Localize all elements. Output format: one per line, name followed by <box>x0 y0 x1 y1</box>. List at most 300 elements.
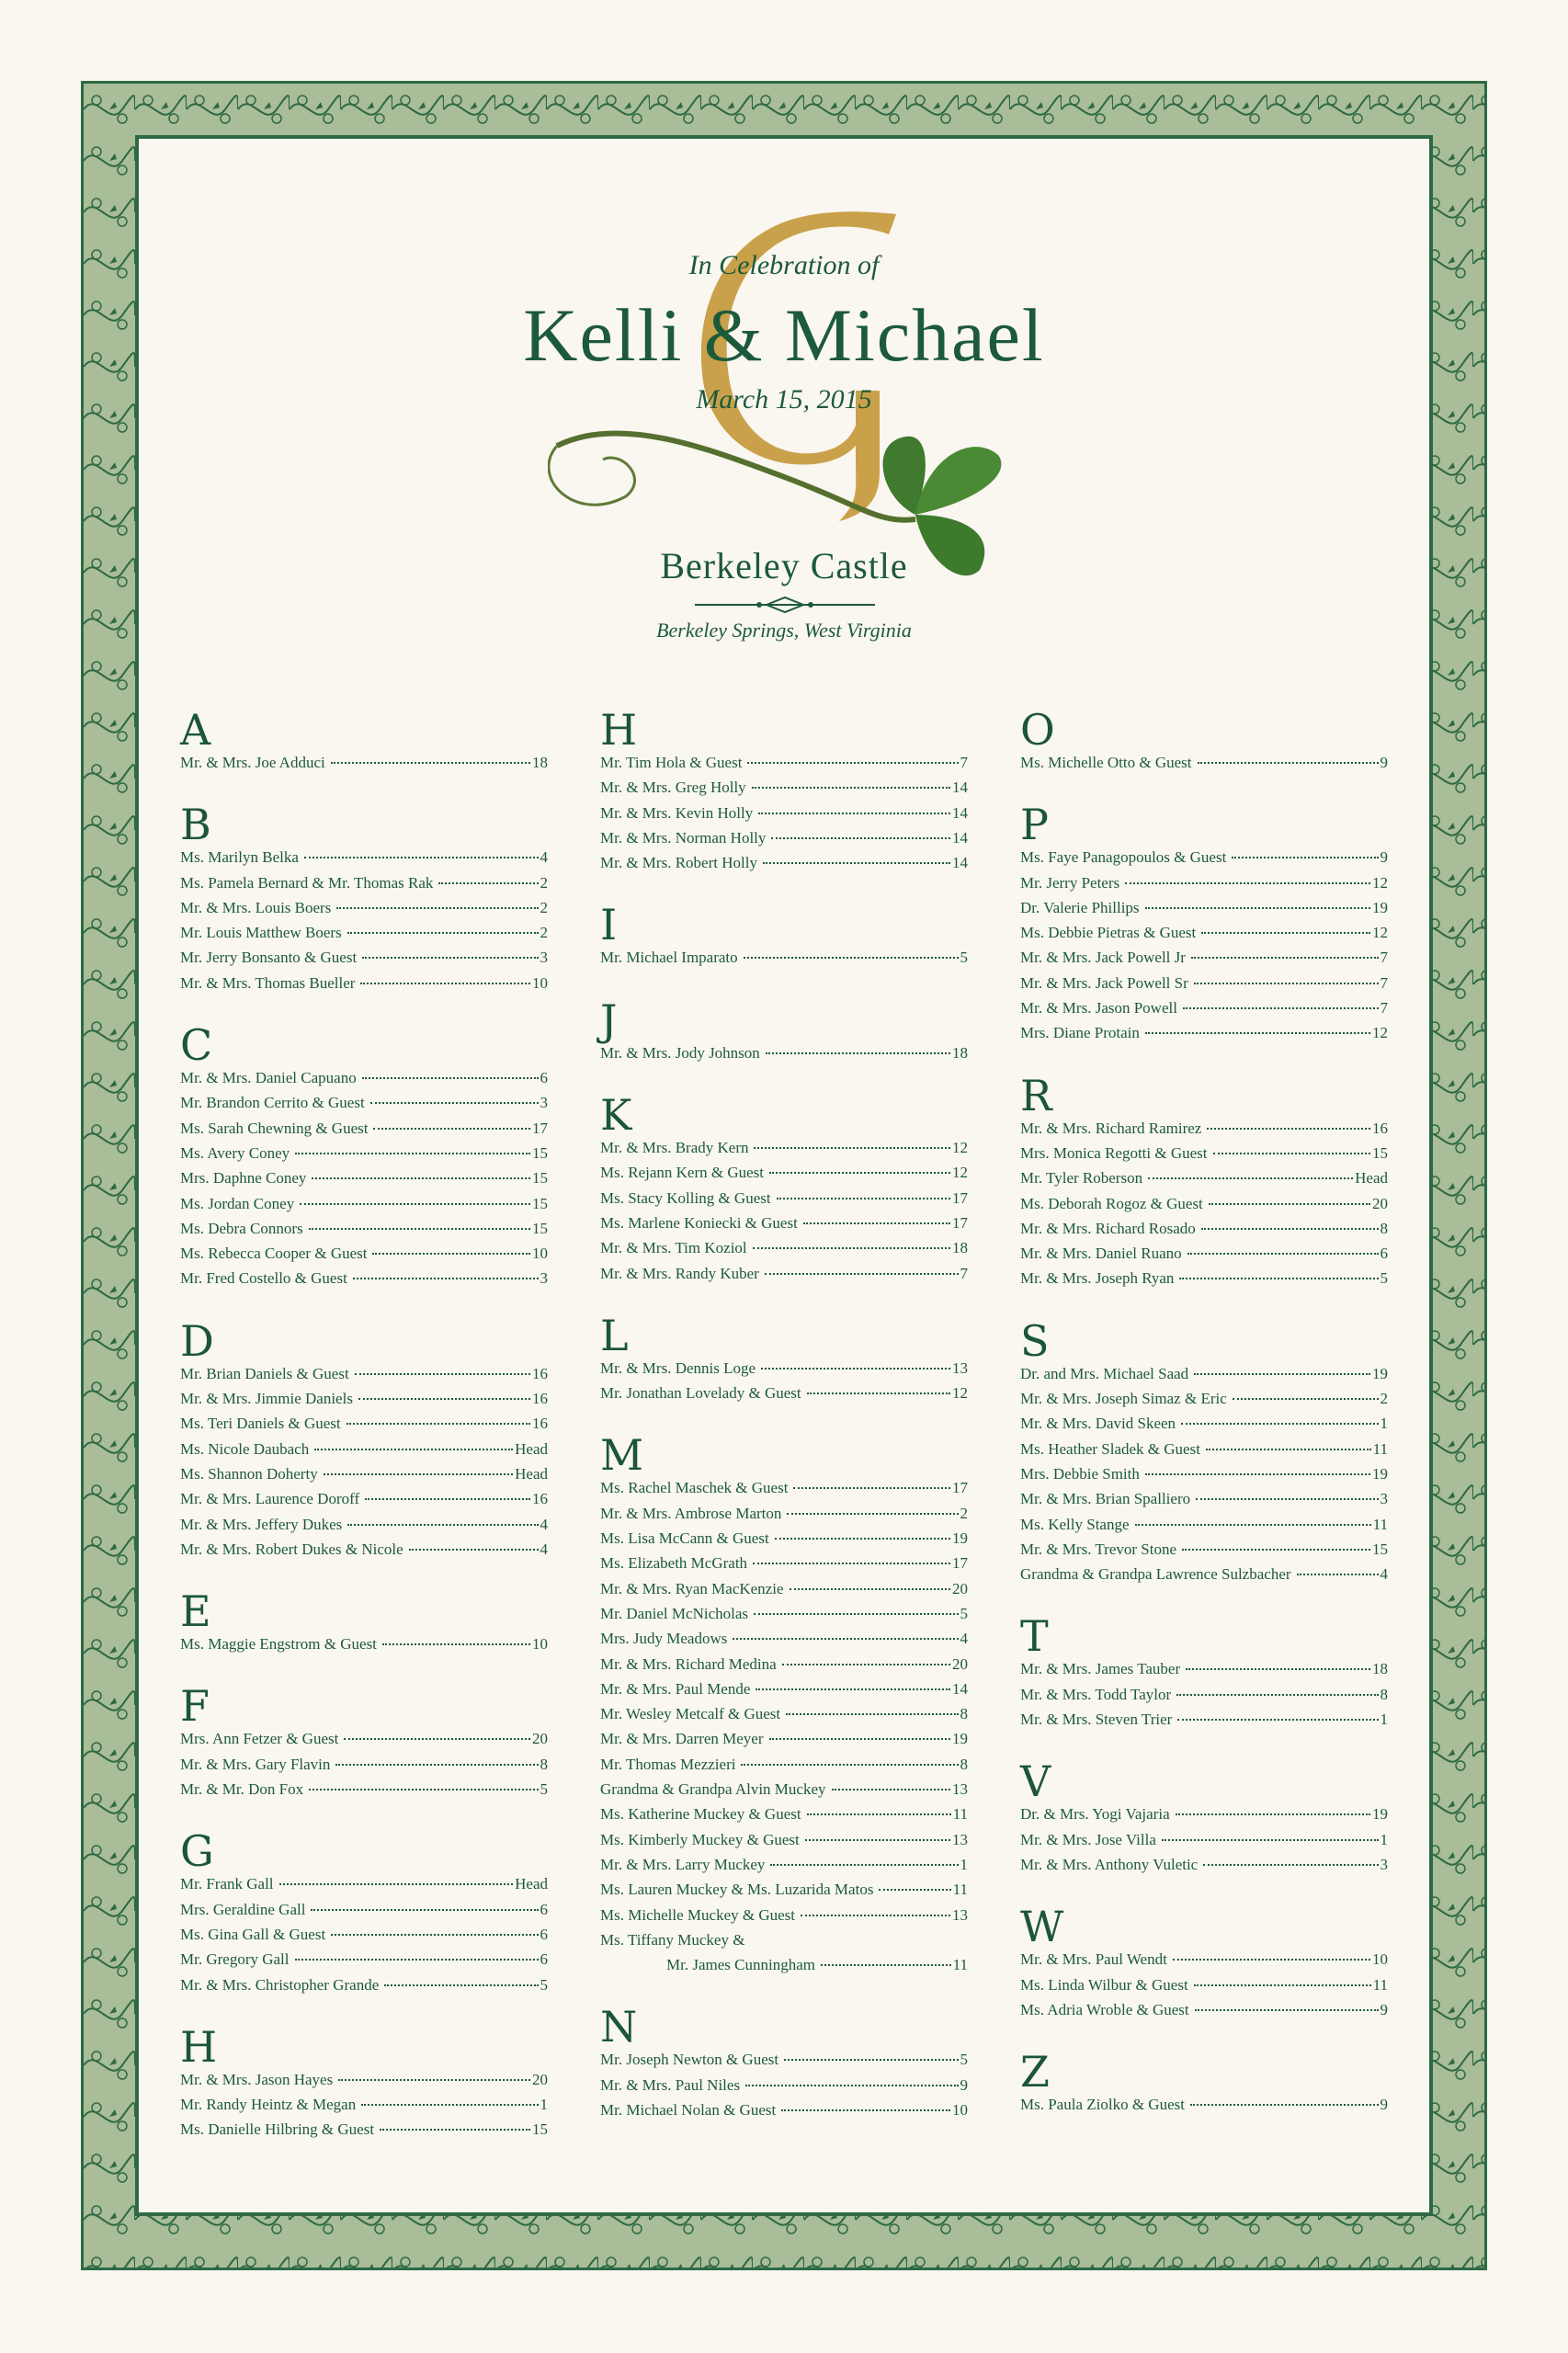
guest-entry <box>180 924 548 949</box>
dot-leader <box>801 1915 950 1916</box>
guest-entry <box>180 1069 548 1094</box>
table-number: 4 <box>1380 1565 1388 1584</box>
guest-entry <box>600 1655 968 1680</box>
table-number: 12 <box>952 1384 968 1403</box>
guest-entry <box>180 1144 548 1169</box>
dot-leader <box>353 1278 539 1279</box>
table-number: 1 <box>1380 1711 1388 1729</box>
table-number: 4 <box>960 1630 968 1648</box>
guest-entry <box>1020 974 1388 999</box>
table-number: 3 <box>540 1269 548 1288</box>
table-number: 4 <box>540 1515 548 1533</box>
dot-leader <box>382 1643 530 1645</box>
guest-name: Mr. & Mrs. Norman Holly <box>600 828 767 847</box>
guest-name: Ms. Jordan Coney <box>180 1194 295 1212</box>
table-number: 7 <box>1380 999 1388 1017</box>
guest-entry <box>180 1516 548 1540</box>
table-number: 4 <box>540 848 548 867</box>
guest-entry <box>600 1906 968 1931</box>
guest-name: Ms. Rejann Kern & Guest <box>600 1164 765 1182</box>
letter-section <box>180 1682 548 1805</box>
guest-entry <box>600 829 968 854</box>
table-number: 5 <box>540 1975 548 1994</box>
dot-leader <box>347 1423 530 1425</box>
dot-leader <box>747 762 958 764</box>
guest-name: Mr. Brian Daniels & Guest <box>180 1364 349 1382</box>
table-number: 2 <box>1380 1390 1388 1408</box>
guest-entry <box>180 848 548 873</box>
guest-entry <box>600 949 968 973</box>
table-number: 15 <box>532 1143 548 1162</box>
guest-name: Ms. Debra Connors <box>180 1219 303 1237</box>
guest-name: Mr. & Mrs. Ambrose Marton <box>600 1504 782 1522</box>
dot-leader <box>1213 1153 1370 1154</box>
dot-leader <box>1177 1719 1378 1721</box>
dot-leader <box>362 1077 539 1079</box>
dot-leader <box>1187 1253 1379 1255</box>
table-number: 14 <box>952 779 968 797</box>
section-letter: D <box>180 1315 214 1366</box>
guest-entry <box>180 1976 548 2001</box>
guest-name: Mr. & Mrs. Brady Kern <box>600 1139 749 1157</box>
guest-name: Mr. Fred Costello & Guest <box>180 1269 347 1288</box>
table-number: 6 <box>540 1069 548 1087</box>
table-number: 3 <box>1380 1490 1388 1508</box>
table-number: 17 <box>952 1479 968 1497</box>
ornamental-divider <box>695 596 875 614</box>
guest-entry <box>1020 1024 1388 1049</box>
dot-leader <box>438 882 538 884</box>
guest-entry <box>600 1554 968 1579</box>
guest-name: Ms. Katherine Muckey & Guest <box>600 1805 801 1824</box>
letter-section <box>600 2003 968 2126</box>
guest-entry <box>180 1540 548 1565</box>
guest-entry <box>600 1931 968 1956</box>
dot-leader <box>786 1713 958 1715</box>
guest-name: Mr. & Mrs. Laurence Doroff <box>180 1490 360 1508</box>
guest-name: Ms. Danielle Hilbring & Guest <box>180 2120 375 2139</box>
table-number: 19 <box>1372 1364 1388 1382</box>
section-letter: T <box>1020 1611 1049 1662</box>
guest-entry <box>180 1901 548 1926</box>
venue-location: Berkeley Springs, West Virginia <box>656 619 912 642</box>
dot-leader <box>380 2129 530 2131</box>
guest-name: Mr. & Mrs. Brian Spalliero <box>1020 1490 1191 1508</box>
section-letter: F <box>180 1681 210 1732</box>
guest-entry <box>1020 1269 1388 1294</box>
dot-leader <box>832 1789 951 1790</box>
section-letter: K <box>600 1090 632 1141</box>
dot-leader <box>1191 957 1379 959</box>
dot-leader <box>1176 1694 1378 1696</box>
guest-entry <box>1020 754 1388 779</box>
dot-leader <box>331 1934 538 1936</box>
dot-leader <box>1145 1473 1370 1475</box>
table-number: 15 <box>1372 1143 1388 1162</box>
guest-entry <box>180 1635 548 1660</box>
guest-name: Mr. & Mrs. Jack Powell Sr <box>1020 973 1188 992</box>
letter-section <box>180 706 548 779</box>
guest-name: Mr. & Mrs. Robert Holly <box>600 854 757 872</box>
table-number: 5 <box>540 1780 548 1799</box>
guest-name: Mr. & Mrs. Jody Johnson <box>600 1043 760 1062</box>
section-letter: H <box>600 705 638 755</box>
guest-name: Ms. Maggie Engstrom & Guest <box>180 1635 377 1654</box>
dot-leader <box>771 837 950 839</box>
table-number: 17 <box>952 1554 968 1573</box>
guest-name: Mr. Michael Nolan & Guest <box>600 2100 777 2119</box>
dot-leader <box>1201 932 1370 934</box>
letter-section <box>1020 1317 1388 1591</box>
guest-entry <box>1020 1686 1388 1711</box>
section-letter: I <box>600 900 618 950</box>
guest-entry <box>1020 1220 1388 1245</box>
dot-leader <box>1148 1177 1353 1179</box>
table-number: 17 <box>532 1119 548 1137</box>
table-number: 12 <box>952 1164 968 1182</box>
guest-entry <box>1020 1195 1388 1220</box>
dot-leader <box>1194 1984 1371 1986</box>
section-letter: P <box>1020 800 1049 850</box>
dot-leader <box>790 1588 950 1590</box>
guest-entry <box>600 1139 968 1164</box>
guest-name: Mrs. Debbie Smith <box>1020 1464 1140 1483</box>
dot-leader <box>1182 1549 1370 1551</box>
guest-name: Mr. & Mrs. Jimmie Daniels <box>180 1390 353 1408</box>
dot-leader <box>761 1368 950 1370</box>
guest-name: Mr. & Mrs. Jason Powell <box>1020 999 1177 1017</box>
guest-entry <box>180 1490 548 1515</box>
guest-entry <box>1020 1831 1388 1856</box>
guest-name: Mr. & Mrs. Randy Kuber <box>600 1264 759 1282</box>
table-number: 15 <box>532 1194 548 1212</box>
guest-name: Mr. Tim Hola & Guest <box>600 754 743 771</box>
guest-entry <box>1020 1950 1388 1975</box>
guest-name: Mr. & Mrs. Jeffery Dukes <box>180 1515 343 1533</box>
event-date: March 15, 2015 <box>696 384 872 415</box>
guest-entry <box>180 874 548 899</box>
dot-leader <box>766 1052 950 1054</box>
table-number: Head <box>515 1439 548 1458</box>
dot-leader <box>1232 857 1378 858</box>
guest-name: Mr. & Mrs. Richard Medina <box>600 1654 777 1673</box>
guest-name: Mr. & Mrs. James Tauber <box>1020 1660 1181 1678</box>
dot-leader <box>821 1964 951 1966</box>
guest-entry <box>600 1580 968 1605</box>
guest-entry <box>600 1730 968 1755</box>
table-number: 9 <box>1380 2096 1388 2114</box>
dot-leader <box>1297 1574 1379 1575</box>
table-number: 8 <box>960 1755 968 1773</box>
guest-name: Ms. Adria Wroble & Guest <box>1020 2000 1189 2018</box>
guest-entry <box>180 1390 548 1415</box>
table-number: Head <box>1355 1169 1388 1188</box>
guest-name: Mr. & Mrs. Darren Meyer <box>600 1730 764 1748</box>
table-number: 9 <box>1380 2000 1388 2018</box>
section-letter: R <box>1020 1070 1052 1120</box>
guest-name: Mr. & Mrs. Christopher Grande <box>180 1975 380 1994</box>
guest-name: Mr. & Mrs. Gary Flavin <box>180 1755 331 1773</box>
table-number: 15 <box>532 1219 548 1237</box>
letter-section <box>1020 1903 1388 2026</box>
dot-leader <box>807 1813 951 1815</box>
guest-name: Dr. and Mrs. Michael Saad <box>1020 1364 1189 1382</box>
dot-leader <box>355 1373 530 1375</box>
guest-name: Grandma & Grandpa Alvin Muckey <box>600 1780 826 1799</box>
guest-name: Grandma & Grandpa Lawrence Sulzbacher <box>1020 1565 1291 1584</box>
dot-leader <box>295 1959 539 1961</box>
dot-leader <box>769 1738 950 1740</box>
section-letter: Z <box>1020 2047 1050 2097</box>
guest-entry <box>180 1440 548 1465</box>
dot-leader <box>1207 1128 1370 1130</box>
table-number: 7 <box>1380 949 1388 967</box>
dot-leader <box>304 857 539 858</box>
guest-name: Mr. & Mrs. Steven Trier <box>1020 1711 1173 1729</box>
table-number: 16 <box>1372 1119 1388 1137</box>
table-number: 19 <box>952 1730 968 1748</box>
table-number: 2 <box>540 924 548 942</box>
table-number: 19 <box>1372 1805 1388 1824</box>
dot-leader <box>753 1247 950 1249</box>
guest-entry <box>1020 1516 1388 1540</box>
guest-name: Mr. & Mrs. Robert Dukes & Nicole <box>180 1540 403 1558</box>
guest-entry <box>180 1465 548 1490</box>
guest-name: Mrs. Daphne Coney <box>180 1169 307 1188</box>
table-number: 11 <box>952 1881 968 1899</box>
guest-name: Ms. Rachel Maschek & Guest <box>600 1479 789 1497</box>
guest-name: Mr. & Mrs. Kevin Holly <box>600 803 754 822</box>
table-number: 6 <box>540 1950 548 1969</box>
guest-name: Mr. & Mrs. Trevor Stone <box>1020 1540 1177 1558</box>
guest-name: Mr. Tyler Roberson <box>1020 1169 1143 1188</box>
table-number: 10 <box>532 973 548 992</box>
guest-name: Mr. Jerry Peters <box>1020 873 1120 892</box>
guest-entry-continued <box>600 1956 968 1981</box>
guest-name: Ms. Pamela Bernard & Mr. Thomas Rak <box>180 873 434 892</box>
table-number: 6 <box>1380 1245 1388 1263</box>
table-number: 16 <box>532 1390 548 1408</box>
table-number: 10 <box>532 1245 548 1263</box>
guest-name: Mr. Daniel McNicholas <box>600 1604 748 1622</box>
guest-entry <box>180 1926 548 1950</box>
guest-entry <box>600 804 968 829</box>
guest-name: Mr. Michael Imparato <box>600 949 738 967</box>
guest-entry <box>1020 924 1388 949</box>
guest-entry <box>180 1756 548 1780</box>
table-number: 12 <box>1372 924 1388 942</box>
guest-entry <box>600 1705 968 1730</box>
table-number: 3 <box>1380 1855 1388 1873</box>
letter-section <box>1020 1757 1388 1881</box>
dot-leader <box>409 1549 539 1551</box>
table-number: 5 <box>960 1604 968 1622</box>
guest-name: Mr. & Mrs. Todd Taylor <box>1020 1685 1172 1703</box>
dot-leader <box>765 1273 959 1275</box>
guest-name: Mr. & Mrs. Paul Niles <box>600 2075 741 2094</box>
guest-name: Mr. & Mrs. Jose Villa <box>1020 1830 1156 1848</box>
guest-entry <box>600 1359 968 1384</box>
table-number: 14 <box>952 1679 968 1698</box>
guest-entry <box>1020 1660 1388 1685</box>
section-letter: M <box>600 1430 644 1481</box>
guest-name: Ms. Lisa McCann & Guest <box>600 1529 769 1548</box>
section-letter: C <box>180 1020 213 1071</box>
guest-name: Ms. Faye Panagopoulos & Guest <box>1020 848 1227 867</box>
dot-leader <box>365 1498 530 1500</box>
guest-entry <box>180 1169 548 1194</box>
table-number: 1 <box>1380 1415 1388 1433</box>
table-number: 13 <box>952 1830 968 1848</box>
table-number: 9 <box>1380 848 1388 867</box>
dot-leader <box>314 1449 513 1450</box>
letter-section <box>600 1312 968 1410</box>
letter-section <box>1020 801 1388 1049</box>
guest-name: Mr. & Mrs. Richard Ramirez <box>1020 1119 1202 1137</box>
table-number: 15 <box>532 1169 548 1188</box>
letter-section <box>600 996 968 1069</box>
guest-name: Ms. Rebecca Cooper & Guest <box>180 1245 368 1263</box>
dot-leader <box>769 1172 950 1174</box>
venue-name: Berkeley Castle <box>660 545 908 586</box>
guest-entry <box>1020 1245 1388 1269</box>
dot-leader <box>358 1398 530 1400</box>
table-number: 1 <box>960 1855 968 1873</box>
dot-leader <box>770 1864 958 1866</box>
guest-entry <box>180 2096 548 2120</box>
dot-leader <box>775 1538 950 1540</box>
guest-name: Dr. & Mrs. Yogi Vajaria <box>1020 1805 1170 1824</box>
guest-entry <box>600 754 968 779</box>
dot-leader <box>803 1222 950 1224</box>
guest-name: Ms. Nicole Daubach <box>180 1439 310 1458</box>
guest-name: Mrs. Monica Regotti & Guest <box>1020 1143 1208 1162</box>
dot-leader <box>733 1638 958 1640</box>
dot-leader <box>1162 1839 1379 1841</box>
dot-leader <box>781 2109 950 2111</box>
dot-leader <box>384 1984 538 1986</box>
section-letter: V <box>1020 1756 1051 1807</box>
guest-entry <box>600 1805 968 1830</box>
dot-leader <box>372 1253 530 1255</box>
dot-leader <box>763 862 950 864</box>
guest-entry <box>180 1875 548 1900</box>
guest-entry <box>180 2120 548 2145</box>
dot-leader <box>331 762 530 764</box>
dot-leader <box>1179 1278 1378 1279</box>
table-number: 9 <box>960 2075 968 2094</box>
guest-name: Mr. Jonathan Lovelady & Guest <box>600 1384 801 1403</box>
table-number: 17 <box>952 1188 968 1207</box>
guest-entry <box>180 1365 548 1390</box>
guest-name: Ms. Stacy Kolling & Guest <box>600 1188 771 1207</box>
letter-section <box>180 1587 548 1660</box>
guest-name: Mr. & Mrs. Daniel Ruano <box>1020 1245 1182 1263</box>
table-number: 6 <box>540 1900 548 1918</box>
letter-section <box>600 1091 968 1290</box>
guest-name: Mr. Jerry Bonsanto & Guest <box>180 949 358 967</box>
table-number: 20 <box>532 2070 548 2088</box>
dot-leader <box>1209 1203 1370 1205</box>
dot-leader <box>279 1883 514 1885</box>
guest-name: Ms. Avery Coney <box>180 1143 290 1162</box>
table-number: 13 <box>952 1905 968 1924</box>
guest-entry <box>180 754 548 779</box>
letter-section <box>180 1021 548 1295</box>
table-number: 2 <box>540 898 548 916</box>
table-number: 15 <box>532 2120 548 2139</box>
dot-leader <box>312 1177 530 1179</box>
guest-name: Ms. Lauren Muckey & Ms. Luzarida Matos <box>600 1881 874 1899</box>
guest-entry <box>600 1780 968 1805</box>
guest-name: Mrs. Ann Fetzer & Guest <box>180 1730 339 1748</box>
guest-name: Ms. Linda Wilbur & Guest <box>1020 1975 1188 1994</box>
dot-leader <box>1196 1498 1378 1500</box>
guest-entry <box>1020 1540 1388 1565</box>
guest-entry <box>1020 949 1388 973</box>
guest-entry <box>180 1415 548 1439</box>
table-number: 12 <box>952 1139 968 1157</box>
guest-entry <box>600 1384 968 1409</box>
dot-leader <box>756 1688 950 1690</box>
dot-leader <box>1194 1373 1370 1375</box>
table-number: 5 <box>960 2051 968 2069</box>
table-number: 8 <box>540 1755 548 1773</box>
dot-leader <box>1203 1864 1378 1866</box>
guest-entry <box>600 1479 968 1504</box>
table-number: 2 <box>960 1504 968 1522</box>
guest-name: Ms. Elizabeth McGrath <box>600 1554 748 1573</box>
celebration-line: In Celebration of <box>688 250 880 280</box>
table-number: 1 <box>540 2096 548 2114</box>
guest-name: Ms. Teri Daniels & Guest <box>180 1415 341 1433</box>
table-number: 18 <box>532 754 548 771</box>
guest-name: Mr. & Mrs. Daniel Capuano <box>180 1069 357 1087</box>
table-number: 16 <box>532 1490 548 1508</box>
guest-entry <box>1020 1390 1388 1415</box>
guest-entry <box>1020 874 1388 899</box>
guest-name: Ms. Kelly Stange <box>1020 1515 1130 1533</box>
dot-leader <box>311 1909 538 1911</box>
guest-name: Dr. Valerie Phillips <box>1020 898 1140 916</box>
dot-leader <box>335 1764 538 1766</box>
guest-entry <box>600 1831 968 1856</box>
guest-entry <box>180 1950 548 1975</box>
guest-name: Ms. Sarah Chewning & Guest <box>180 1119 369 1137</box>
guest-name: Mr. & Mrs. Anthony Vuletic <box>1020 1855 1199 1873</box>
guest-entry <box>1020 999 1388 1024</box>
guest-name: Mr. & Mrs. Jack Powell Jr <box>1020 949 1186 967</box>
guest-name: Mr. Louis Matthew Boers <box>180 924 342 942</box>
dot-leader <box>309 1228 530 1230</box>
dot-leader <box>1135 1524 1371 1526</box>
table-number: 8 <box>1380 1219 1388 1237</box>
table-number: 4 <box>540 1540 548 1558</box>
dot-leader <box>1195 2009 1379 2011</box>
table-number: 10 <box>532 1635 548 1654</box>
dot-leader <box>1176 1813 1370 1815</box>
letter-section <box>180 1827 548 2000</box>
guest-entry <box>1020 1805 1388 1830</box>
couple-names: Kelli & Michael <box>523 293 1045 377</box>
section-letter: S <box>1020 1315 1050 1366</box>
guest-entry <box>180 1780 548 1805</box>
table-number: 13 <box>952 1358 968 1377</box>
letter-section <box>180 2023 548 2146</box>
guest-entry <box>600 1214 968 1239</box>
dot-leader <box>1198 762 1379 764</box>
table-number: 5 <box>1380 1269 1388 1288</box>
